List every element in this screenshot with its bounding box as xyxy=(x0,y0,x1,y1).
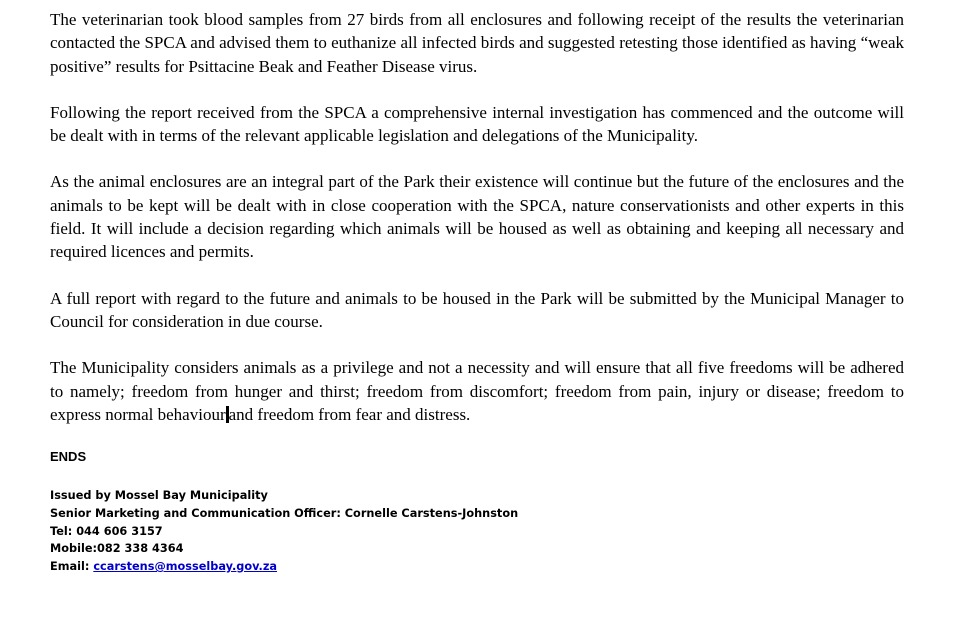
paragraph-blood-samples: The veterinarian took blood samples from 27 birds from all enclosures and following receipt of the results the veterinarian contacted the SPCA and advised them to euthanize all infected birds and suggested retesting those identified as having “weak positive” results for Psittacine Beak and Feather Disease virus. xyxy=(50,10,904,76)
paragraph-investigation: Following the report received from the SPCA a comprehensive internal investigation has commenced and the outcome will be dealt with in terms of the relevant applicable legislation and delegations of the Municipality. xyxy=(50,102,904,146)
email-line xyxy=(50,558,904,576)
ends-label: ENDS xyxy=(50,449,87,465)
five-freedoms-text-end: and freedom from fear and distress. xyxy=(228,404,471,424)
contact-block xyxy=(50,487,904,576)
email-label: Email: xyxy=(50,559,94,573)
mobile: Mobile:082 338 4364 xyxy=(50,542,184,556)
paragraph-five-freedoms xyxy=(50,356,904,426)
telephone: Tel: 044 606 3157 xyxy=(50,524,163,538)
officer-name: Senior Marketing and Communication Officer: Cornelle Carstens-Johnston xyxy=(50,506,519,520)
paragraph-enclosures: As the animal enclosures are an integral part of the Park their existence will continue but the future of the enclosures and the animals to be kept will be dealt with in close cooperation with the SPCA, nature conservationists and other experts in this field. It will include a decision regarding which animals will be housed as well as obtaining and keeping all necessary and required licences and permits. xyxy=(50,172,904,262)
email-link[interactable]: ccarstens@mosselbay.gov.za xyxy=(93,559,278,573)
issued-by: Issued by Mossel Bay Municipality xyxy=(50,489,268,503)
document-page xyxy=(50,8,904,576)
paragraph-full-report: A full report with regard to the future and animals to be housed in the Park will be submitted by the Municipal Manager to Council for consideration in due course. xyxy=(50,288,904,331)
five-freedoms-text-start: The Municipality considers animals as a privilege and not a necessity and will ensure that all five freedoms will be adhered to namely; freedom from hunger and thirst; freedom from discomfort; freedom from pain, injury or disease; freedom to express normal behaviour xyxy=(50,358,904,424)
